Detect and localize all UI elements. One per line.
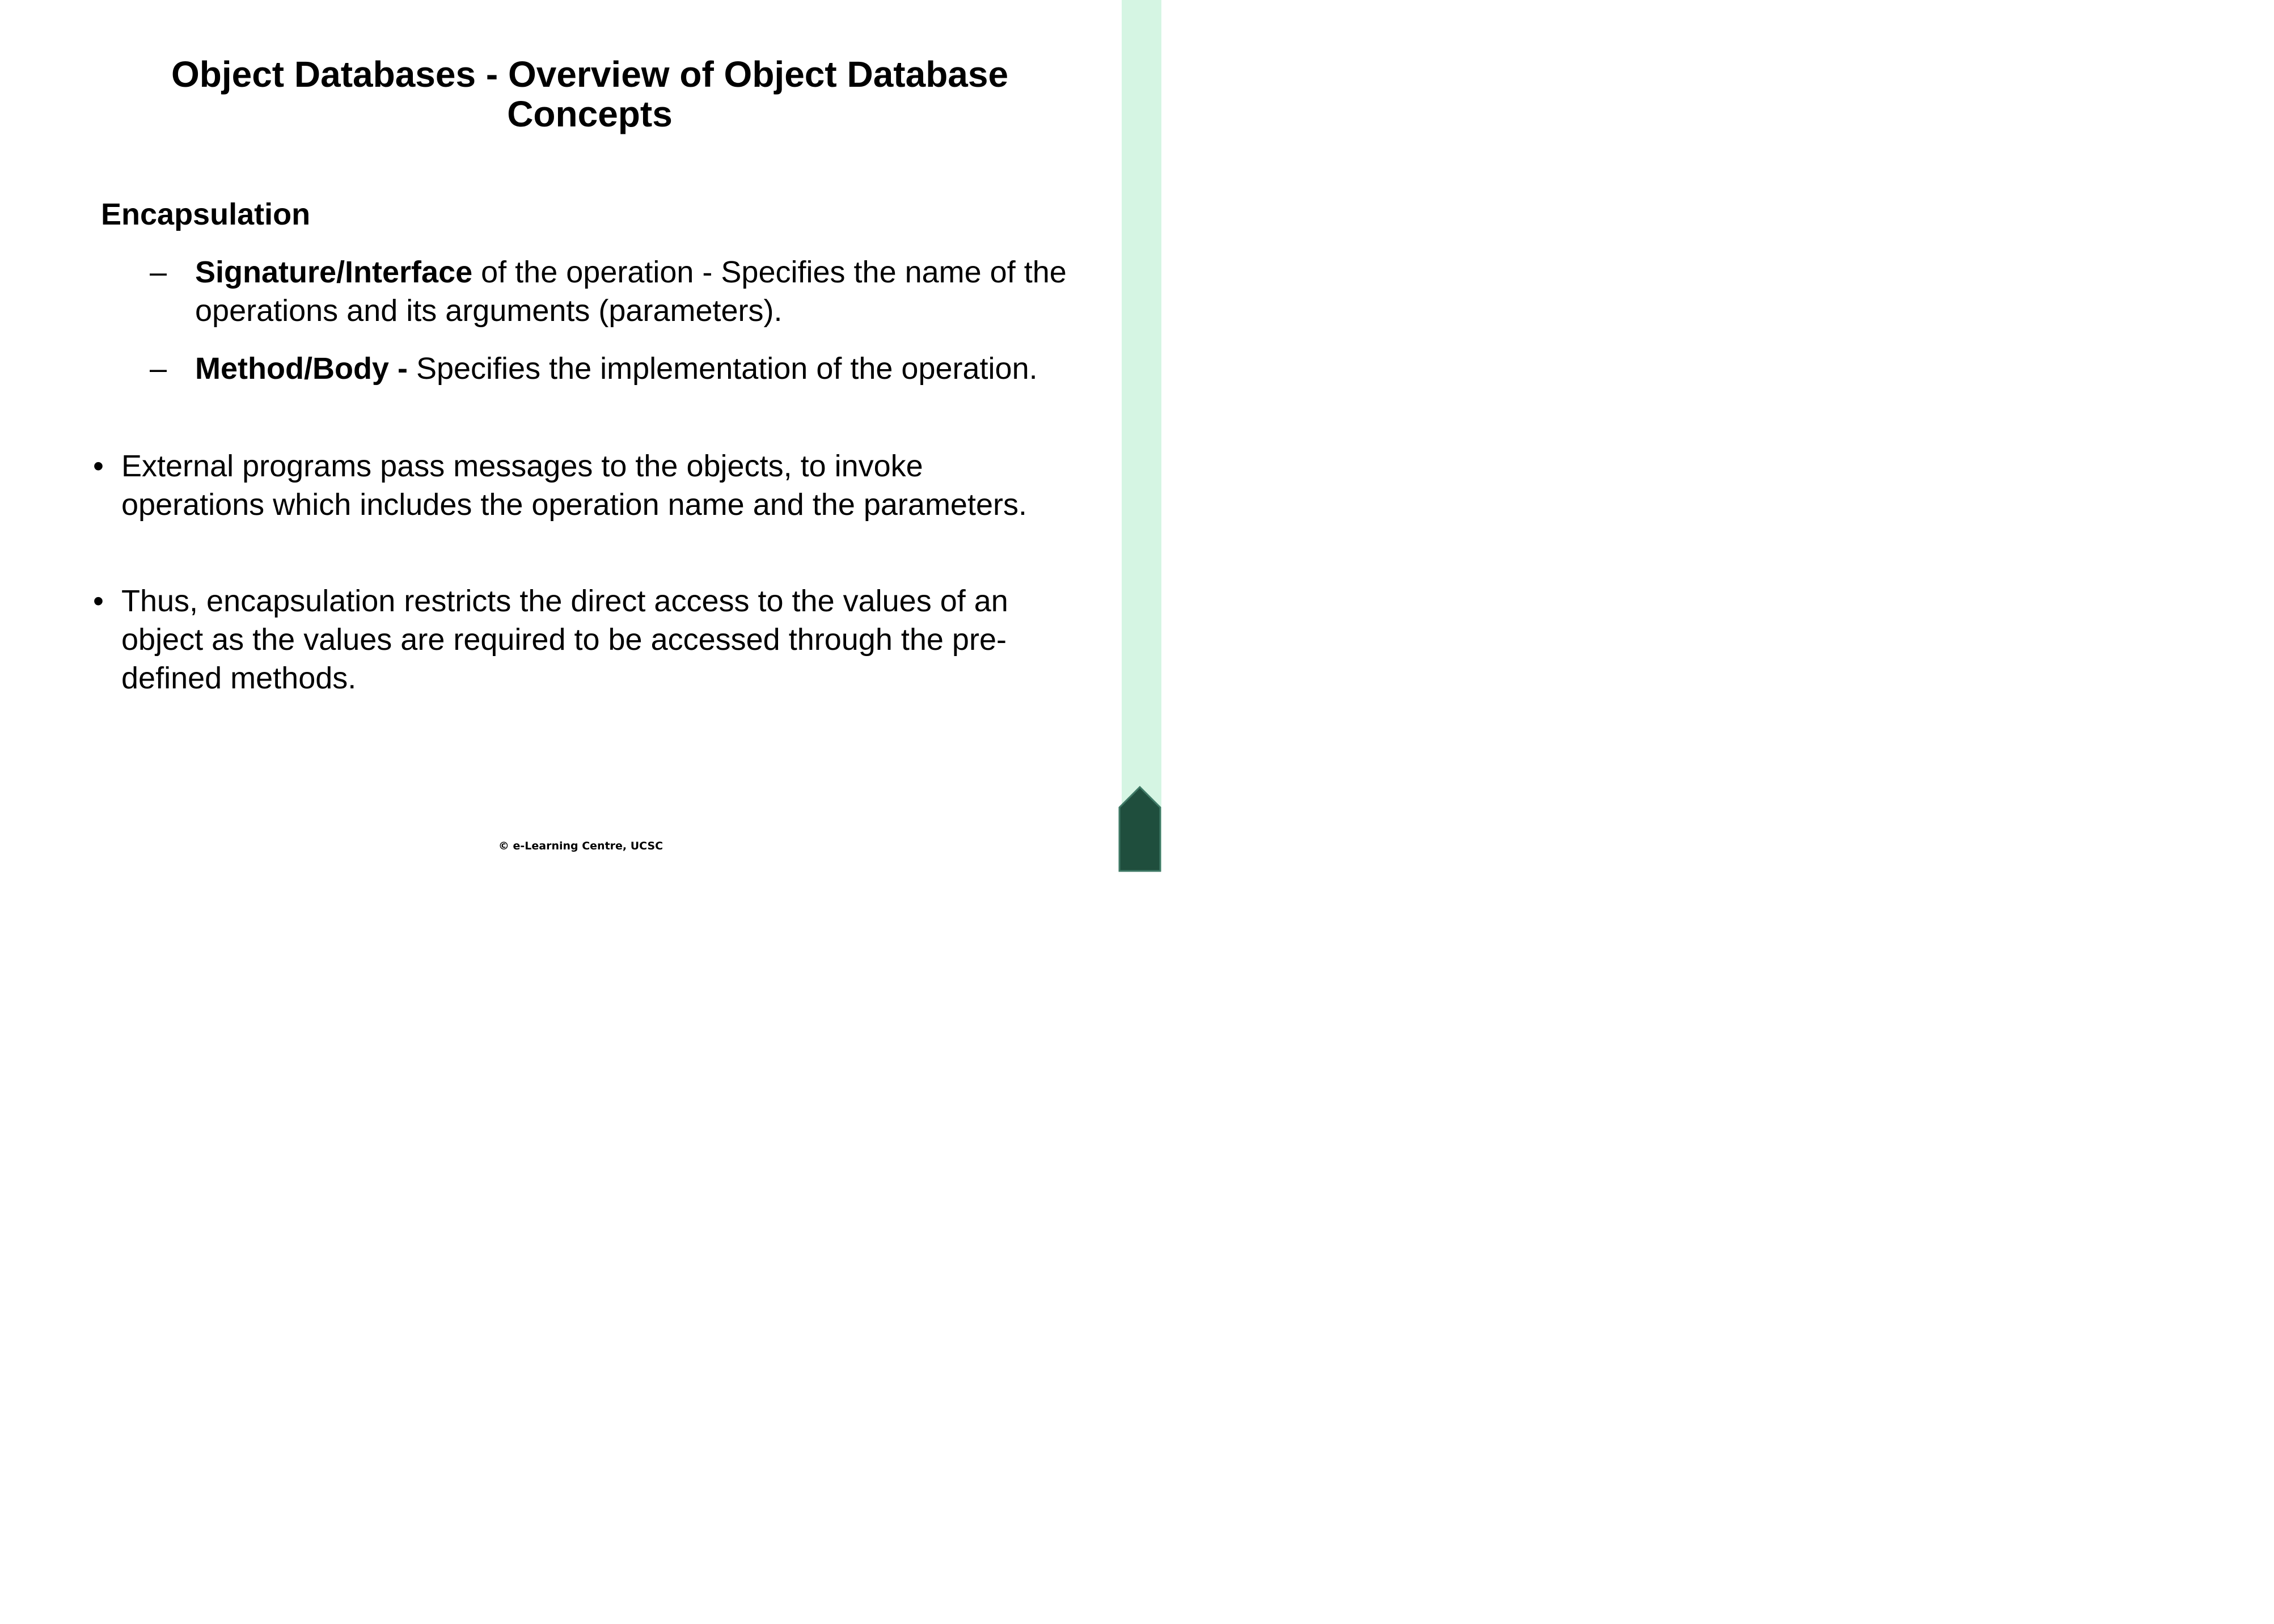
footer-copyright: © e-Learning Centre, UCSC xyxy=(498,840,663,852)
sub-item-text: Specifies the implementation of the operation. xyxy=(416,352,1038,386)
slide-title: Object Databases - Overview of Object Database Concepts xyxy=(171,54,1009,134)
sub-item-method xyxy=(150,349,1080,388)
bullet-external-programs xyxy=(93,447,1063,524)
bullet-text: Thus, encapsulation restricts the direct access to the values of an object as the values are required to be accessed through the pre-defined methods. xyxy=(121,584,1008,695)
sub-item-term: Method/Body - xyxy=(195,352,416,386)
bullet-text: External programs pass messages to the objects, to invoke operations which includes the operation name and the parameters. xyxy=(121,449,1027,522)
dash-marker: – xyxy=(150,352,167,386)
sub-item-signature xyxy=(150,253,1080,330)
sub-item-term: Signature/Interface xyxy=(195,255,473,289)
bullet-marker: • xyxy=(93,584,104,618)
dash-marker: – xyxy=(150,255,167,289)
side-accent-bar xyxy=(1122,0,1161,871)
bullet-marker: • xyxy=(93,449,104,483)
page-number: 27 xyxy=(2250,1602,2269,1621)
page-badge xyxy=(1118,786,2269,1621)
bullet-encapsulation-restricts xyxy=(93,582,1063,697)
section-heading: Encapsulation xyxy=(101,197,311,231)
pentagon-badge-icon xyxy=(1118,786,1161,871)
sub-item-text: of the operation - Specifies the name of the operations and its arguments (parameters). xyxy=(195,255,1067,328)
